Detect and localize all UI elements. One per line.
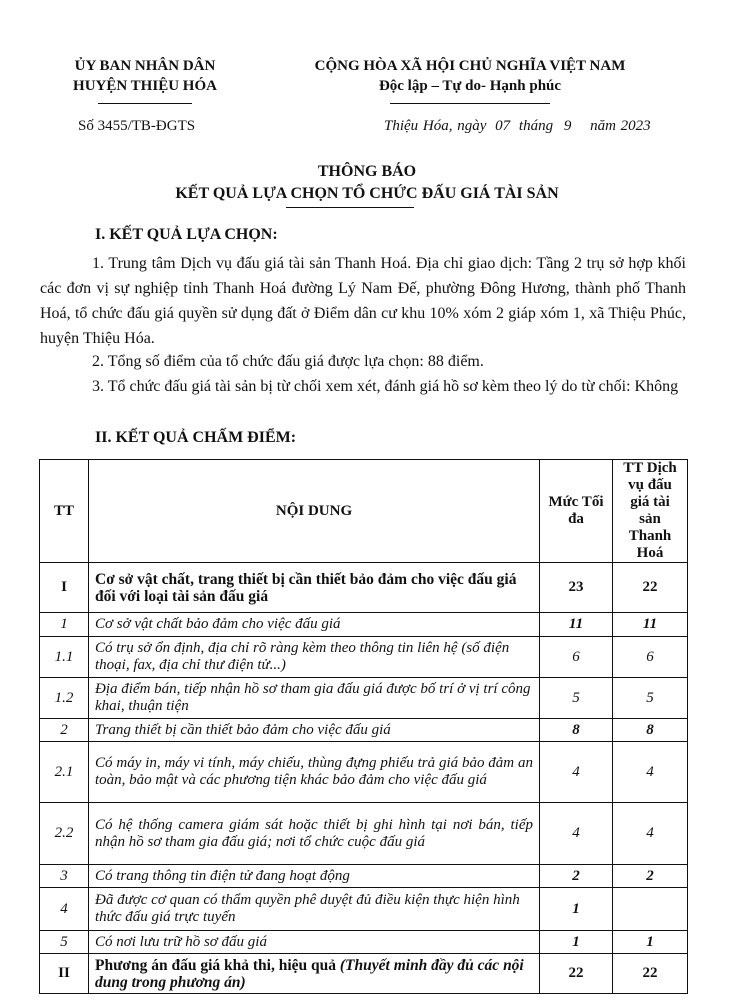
row-tt: II [40, 954, 89, 994]
table-row [40, 803, 688, 865]
table-row [40, 865, 688, 888]
row-max: 23 [540, 563, 613, 613]
row-score: 22 [613, 563, 688, 613]
table-row [40, 742, 688, 803]
row-tt: 5 [40, 931, 89, 954]
row-max: 1 [540, 888, 613, 931]
row-tt: I [40, 563, 89, 613]
doc-number: Số 3455/TB-ĐGTS [78, 118, 196, 134]
row-content: Địa điểm bán, tiếp nhận hồ sơ tham gia đấu giá được bố trí ở vị trí công khai, thuận tiện [89, 678, 540, 719]
row-score: 4 [613, 742, 688, 803]
row-score: 22 [613, 954, 688, 994]
motto-underline [390, 103, 550, 104]
row-content: Có nơi lưu trữ hồ sơ đấu giá [89, 931, 540, 954]
row-tt: 1 [40, 613, 89, 637]
row-score: 6 [613, 637, 688, 678]
doc-subtitle: KẾT QUẢ LỰA CHỌN TỔ CHỨC ĐẤU GIÁ TÀI SẢN [175, 185, 559, 202]
row-score [613, 888, 688, 931]
row-max: 11 [540, 613, 613, 637]
row-score: 11 [613, 613, 688, 637]
agency-line-1: ỦY BAN NHÂN DÂN [74, 58, 216, 74]
nation-line-2: Độc lập – Tự do- Hạnh phúc [378, 78, 562, 94]
score-table [39, 459, 688, 994]
row-max: 5 [540, 678, 613, 719]
row-max: 4 [540, 742, 613, 803]
table-row [40, 931, 688, 954]
header-max: Mức Tối đa [540, 460, 613, 563]
header-tt: TT [40, 460, 89, 563]
table-row [40, 954, 688, 994]
row-content: Cơ sở vật chất, trang thiết bị cần thiết bảo đảm cho việc đấu giá đối với loại tài sản đấu giá [89, 563, 540, 613]
row-content: Trang thiết bị cần thiết bảo đảm cho việc đấu giá [89, 719, 540, 742]
national-motto [270, 56, 670, 96]
section-1-paragraph-1: 1. Trung tâm Dịch vụ đấu giá tài sản Thanh Hoá. Địa chỉ giao dịch: Tầng 2 trụ sở hợp khối các đơn vị sự nghiệp tỉnh Thanh Hoá đường Lý Nam Đế, phường Đông Hương, thành phố Thanh Hoá, tổ chức đấu giá quyền sử dụng đất ở Điểm dân cư khu 10% xóm 2 giáp xóm 1, xã Thiệu Phúc, huyện Thiệu Hóa. [40, 255, 686, 347]
section-1-paragraph-2: 2. Tổng số điểm của tổ chức đấu giá được lựa chọn: 88 điểm. [92, 353, 484, 370]
table-header-row [40, 460, 688, 563]
row-max: 4 [540, 803, 613, 865]
table-row [40, 637, 688, 678]
row-tt: 2 [40, 719, 89, 742]
row-tt: 1.2 [40, 678, 89, 719]
row-content: Cơ sở vật chất bảo đảm cho việc đấu giá [89, 613, 540, 637]
row-max: 6 [540, 637, 613, 678]
agency-line-2: HUYỆN THIỆU HÓA [73, 78, 217, 94]
row-content: Có trang thông tin điện tử đang hoạt động [89, 865, 540, 888]
row-score: 4 [613, 803, 688, 865]
row-content: Có trụ sở ổn định, địa chỉ rõ ràng kèm theo thông tin liên hệ (số điện thoại, fax, địa chỉ thư điện tử...) [89, 637, 540, 678]
row-max: 8 [540, 719, 613, 742]
nation-line-1: CỘNG HÒA XÃ HỘI CHỦ NGHĨA VIỆT NAM [314, 58, 626, 74]
doc-date: Thiệu Hóa, ngày 07 tháng 9 năm 2023 [384, 118, 651, 134]
section-2-heading: II. KẾT QUẢ CHẤM ĐIỂM: [95, 429, 297, 446]
row-tt: 1.1 [40, 637, 89, 678]
header-org: TT Dịch vụ đấu giá tài sản Thanh Hoá [613, 460, 688, 563]
table-row [40, 613, 688, 637]
row-content: Có hệ thống camera giám sát hoặc thiết bị ghi hình tại nơi bán, tiếp nhận hồ sơ tham gia đấu giá; nơi tổ chức cuộc đấu giá [89, 803, 540, 865]
agency-name [40, 56, 250, 96]
row-content: Phương án đấu giá khả thi, hiệu quả (Thuyết minh đầy đủ các nội dung trong phương án) [89, 954, 540, 994]
row-max: 2 [540, 865, 613, 888]
row-score: 1 [613, 931, 688, 954]
row-max: 22 [540, 954, 613, 994]
table-row [40, 719, 688, 742]
row-tt: 2.2 [40, 803, 89, 865]
row-tt: 4 [40, 888, 89, 931]
header-content: NỘI DUNG [89, 460, 540, 563]
row-content: Đã được cơ quan có thẩm quyền phê duyệt đủ điều kiện thực hiện hình thức đấu giá trực tuyến [89, 888, 540, 931]
row-content: Có máy in, máy vi tính, máy chiếu, thùng đựng phiếu trả giá bảo đảm an toàn, bảo mật và các phương tiện khác bảo đảm cho việc đấu giá [89, 742, 540, 803]
row-max: 1 [540, 931, 613, 954]
row-tt: 3 [40, 865, 89, 888]
row-score: 5 [613, 678, 688, 719]
title-underline [286, 207, 414, 208]
doc-title: THÔNG BÁO [317, 163, 417, 180]
table-row [40, 888, 688, 931]
row-score: 8 [613, 719, 688, 742]
table-row [40, 563, 688, 613]
table-row [40, 678, 688, 719]
row-tt: 2.1 [40, 742, 89, 803]
section-1-heading: I. KẾT QUẢ LỰA CHỌN: [95, 226, 278, 243]
section-1-paragraph-3: 3. Tổ chức đấu giá tài sản bị từ chối xem xét, đánh giá hồ sơ kèm theo lý do từ chối: Không [92, 378, 679, 395]
row-score: 2 [613, 865, 688, 888]
agency-underline [98, 103, 192, 104]
